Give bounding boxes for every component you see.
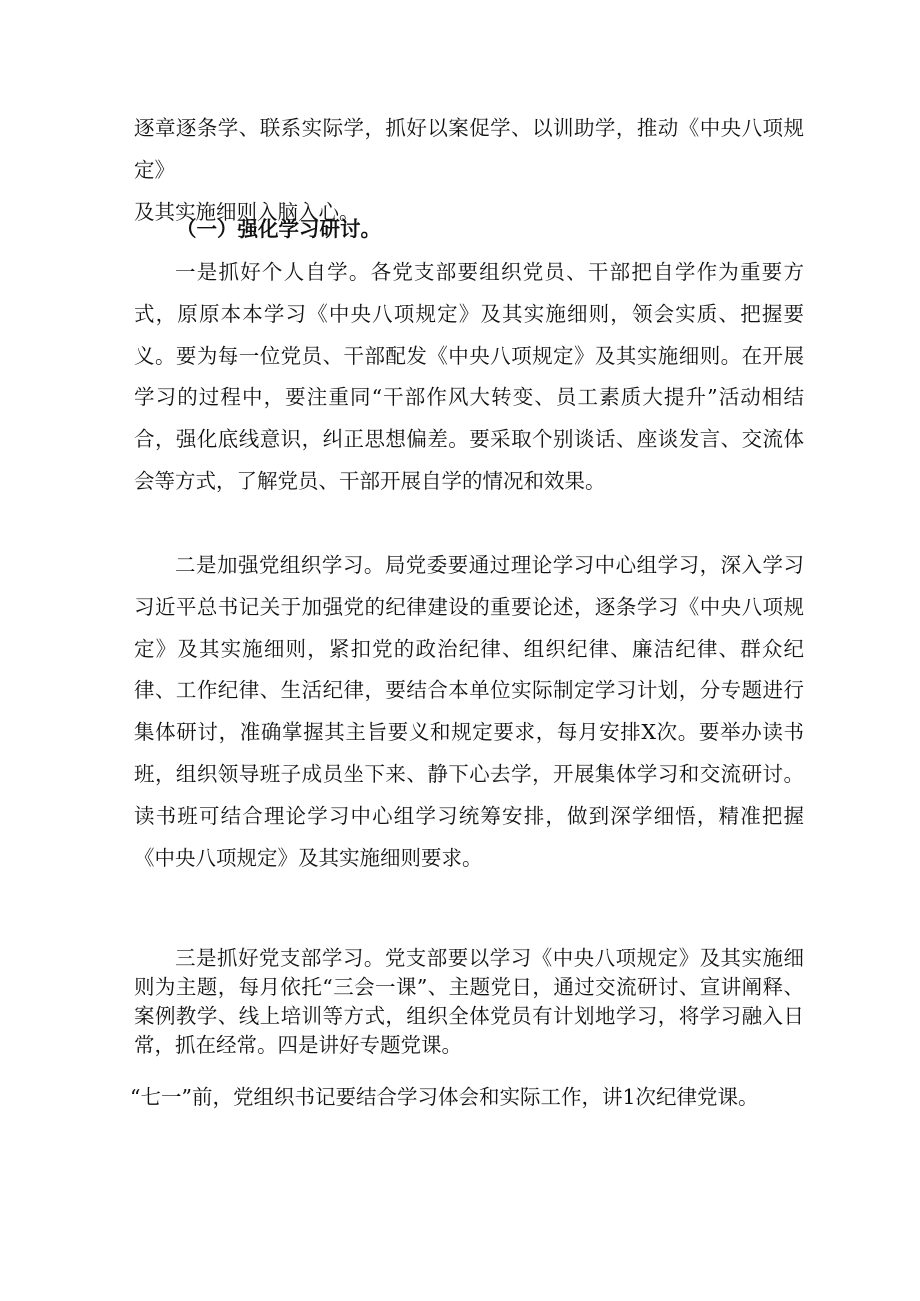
paragraph-personal-study: 一是抓好个人自学。各党支部要组织党员、干部把自学作为重要方式，原原本本学习《中央八项规定》及其实施细则，领会实质、把握要义。要为每一位党员、干部配发《中央八项规定》及其实施细则。在开展学习的过程中，要注重同“干部作风大转变、员工素质大提升”活动相结合，强化底线意识，纠正思想偏差。要采取个别谈话、座谈发言、交流体会等方式，了解党员、干部开展自学的情况和效果。 — [134, 260, 804, 493]
paragraph-party-organization-study: 二是加强党组织学习。局党委要通过理论学习中心组学习，深入学习习近平总书记关于加强党的纪律建设的重要论述，逐条学习《中央八项规定》及其实施细则，紧扣党的政治纪律、组织纪律、廉洁纪律、群众纪律、工作纪律、生活纪律，要结合本单位实际制定学习计划，分专题进行集体研讨，准确掌握其主旨要义和规定要求，每月安排X次。要举办读书班，组织领导班子成员坐下来、静下心去学，开展集体学习和交流研讨。读书班可结合理论学习中心组学习统筹安排，做到深学细悟，精准把握《中央八项规定》及其实施细则要求。 — [134, 553, 804, 870]
section-heading: （一）强化学习研讨。 — [176, 217, 381, 241]
intro-line-1: 逐章逐条学、联系实际学，抓好以案促学、以训助学，推动《中央八项规定》 — [134, 116, 804, 182]
paragraph-party-branch-study: 三是抓好党支部学习。党支部要以学习《中央八项规定》及其实施细则为主题，每月依托“三会一课”、主题党日，通过交流研讨、宣讲阐释、案例教学、线上培训等方式，组织全体党员有计划地学习，将学习融入日常，抓在经常。四是讲好专题党课。 — [134, 946, 804, 1057]
intro-line-2: 及其实施细则入脑入心。 — [134, 199, 360, 224]
paragraph-july-first-lecture: “七一”前，党组织书记要结合学习体会和实际工作，讲1次纪律党课。 — [130, 1085, 759, 1109]
